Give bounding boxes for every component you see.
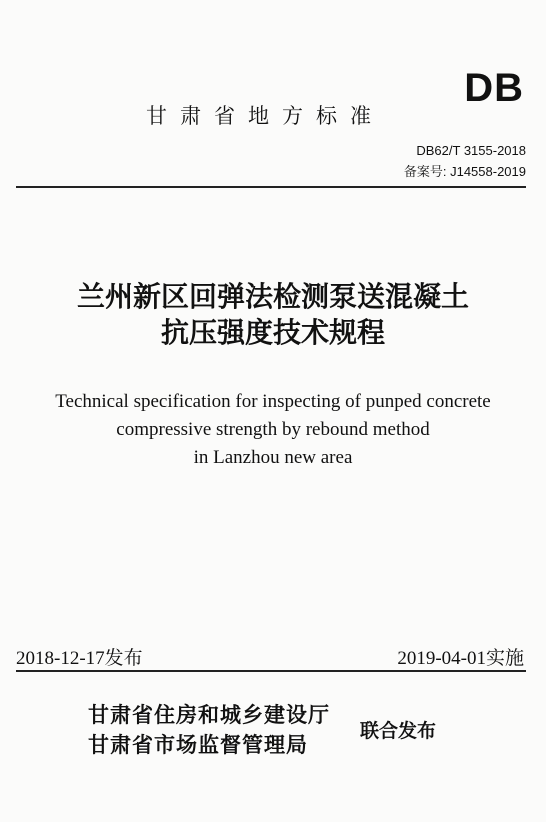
title-zh bbox=[0, 279, 546, 351]
publish-date: 2018-12-17发布 bbox=[16, 648, 143, 669]
title-zh-line-1: 兰州新区回弹法检测泵送混凝土 bbox=[76, 280, 469, 313]
top-rule bbox=[16, 186, 526, 188]
title-en-line-1: Technical specification for inspecting of punped concrete bbox=[55, 391, 491, 412]
joint-release-label: 联合发布 bbox=[360, 720, 437, 742]
issuer-org-1: 甘肃省住房和城乡建设厅 bbox=[88, 703, 330, 727]
title-en-line-2: compressive strength by rebound method bbox=[116, 419, 430, 440]
standard-number: DB62/T 3155-2018 bbox=[416, 143, 526, 158]
standard-type: 甘肃省地方标准 bbox=[146, 104, 384, 128]
db-mark: DB bbox=[464, 66, 524, 110]
title-zh-line-2: 抗压强度技术规程 bbox=[160, 316, 385, 349]
title-en bbox=[0, 388, 546, 472]
issuer-list bbox=[88, 700, 330, 760]
title-en-line-3: in Lanzhou new area bbox=[193, 447, 353, 468]
code-block bbox=[404, 140, 526, 182]
issuer-org-2: 甘肃省市场监督管理局 bbox=[88, 733, 308, 757]
implement-date: 2019-04-01实施 bbox=[397, 648, 524, 669]
record-number: 备案号: J14558-2019 bbox=[403, 164, 526, 179]
bottom-rule bbox=[16, 670, 526, 672]
